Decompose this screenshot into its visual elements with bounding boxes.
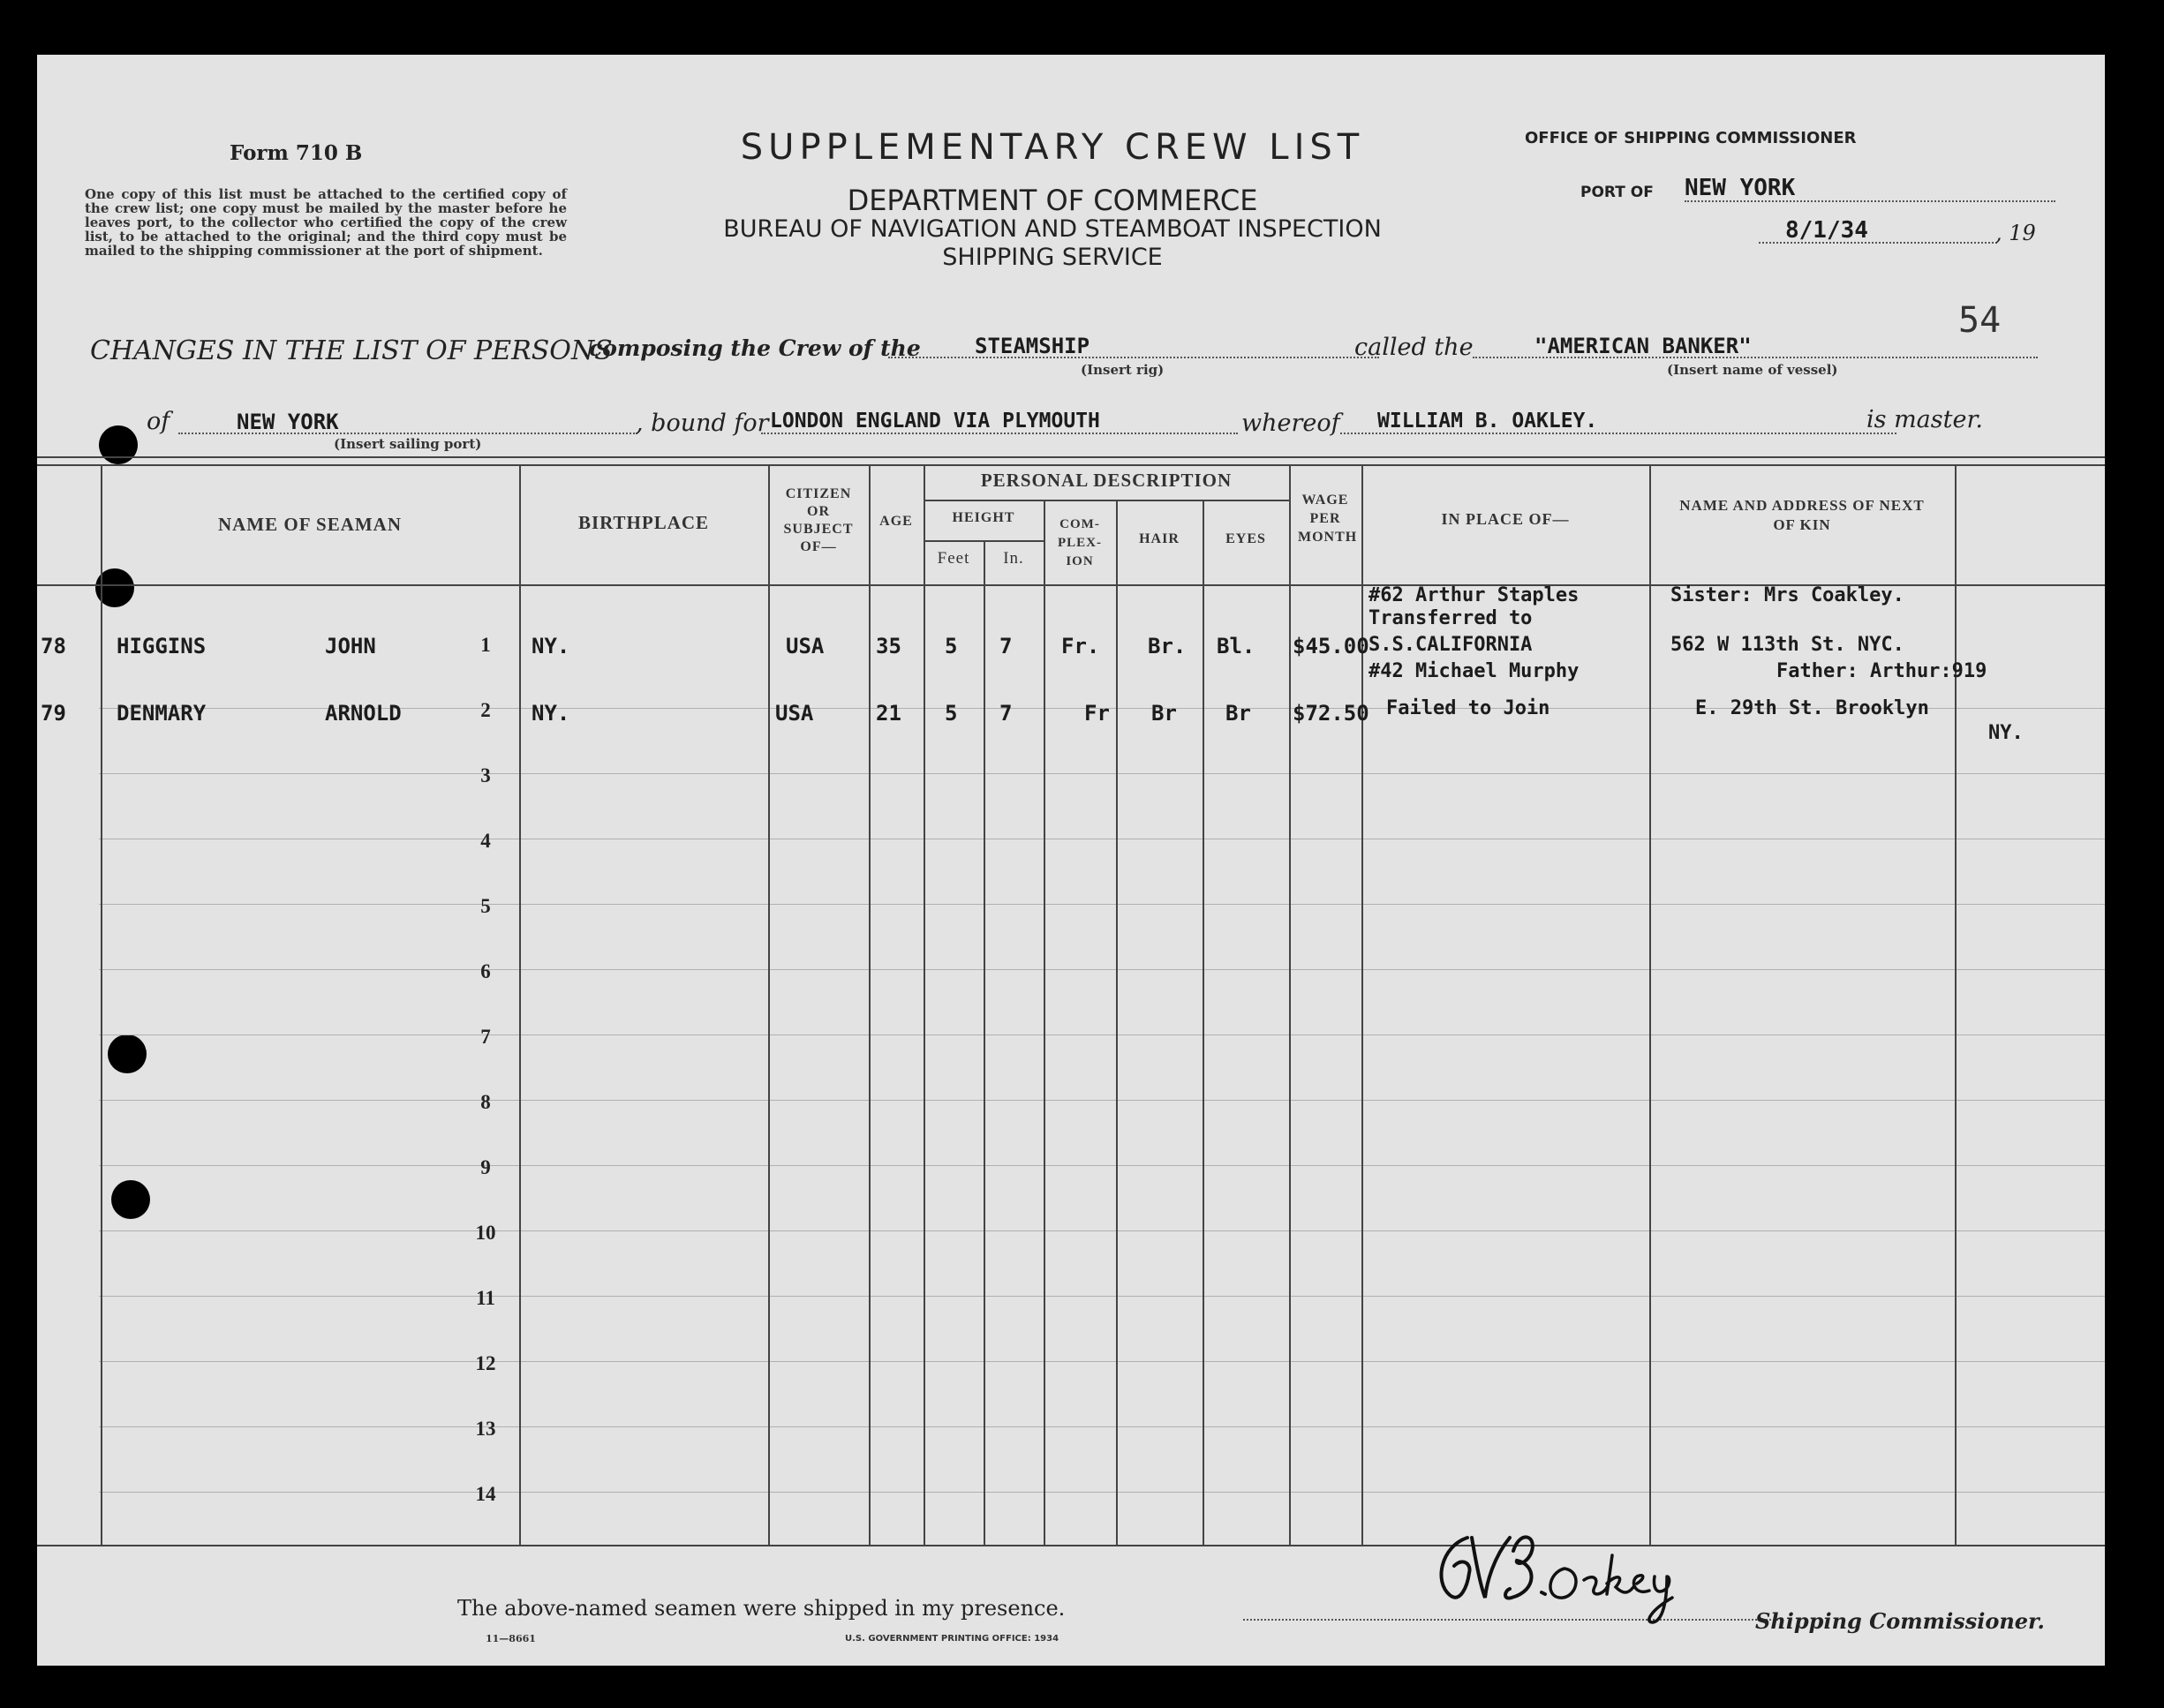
header-inches: In. xyxy=(1003,549,1024,568)
in-place-of-line: Failed to Join xyxy=(1386,697,1550,719)
port-label: PORT OF xyxy=(1580,184,1654,201)
destination-value: LONDON ENGLAND VIA PLYMOUTH xyxy=(770,410,1100,433)
crew-number: 79 xyxy=(41,701,66,726)
age-cell: 21 xyxy=(876,701,901,726)
document-title: SUPPLEMENTARY CREW LIST xyxy=(740,127,1365,168)
vessel-value: "AMERICAN BANKER" xyxy=(1534,334,1752,358)
seaman-given-name: JOHN xyxy=(325,634,376,658)
next-of-kin-line: Sister: Mrs Coakley. xyxy=(1670,584,1904,606)
called-the-label: called the xyxy=(1354,334,1474,361)
year-suffix: , 19 xyxy=(1995,221,2036,245)
row-number: 8 xyxy=(480,1091,491,1113)
of-label: of xyxy=(147,408,170,435)
birthplace-cell: NY. xyxy=(532,634,570,658)
header-feet: Feet xyxy=(937,549,970,568)
row-number: 5 xyxy=(480,895,491,917)
header-citizen: CITIZEN OR SUBJECT OF— xyxy=(783,486,854,554)
office-label: OFFICE OF SHIPPING COMMISSIONER xyxy=(1525,129,1857,147)
row-number: 13 xyxy=(475,1418,496,1440)
age-cell: 35 xyxy=(876,634,901,658)
hair-cell: Br. xyxy=(1148,634,1187,658)
is-master-label: is master. xyxy=(1866,406,1983,433)
presence-statement: The above-named seamen were shipped in my presence. xyxy=(457,1596,1066,1621)
crew-list-document xyxy=(37,55,2105,1666)
row-number: 1 xyxy=(480,634,491,656)
bound-for-label: , bound for xyxy=(636,410,769,437)
birthplace-cell: NY. xyxy=(532,701,570,726)
row-number: 2 xyxy=(480,699,491,721)
eyes-cell: Br xyxy=(1225,701,1251,726)
in-place-of-line: S.S.CALIFORNIA xyxy=(1369,634,1533,656)
feet-cell: 5 xyxy=(945,701,958,726)
row-number: 10 xyxy=(475,1222,496,1244)
row-number: 4 xyxy=(480,830,491,852)
rig-value: STEAMSHIP xyxy=(975,334,1090,358)
row-number: 11 xyxy=(476,1287,495,1309)
form-instructions: One copy of this list must be attached to the certified copy of the crew list; one copy must be mailed by the master before he leaves port, to the collector who certified the copy of the crew list, to be attached to the original; and the third copy must be mailed to the shipping commissioner at the port of shipment. xyxy=(85,186,567,259)
composing-label: composing the Crew of the xyxy=(589,335,921,361)
header-hair: HAIR xyxy=(1139,531,1180,546)
seaman-given-name: ARNOLD xyxy=(325,701,402,726)
signer-title: Shipping Commissioner. xyxy=(1755,1608,2045,1634)
hair-cell: Br xyxy=(1151,701,1177,726)
header-complexion: COM- PLEX- ION xyxy=(1058,517,1102,568)
inches-cell: 7 xyxy=(999,701,1013,726)
wage-cell: $45.00 xyxy=(1293,634,1369,658)
rig-caption: (Insert rig) xyxy=(1081,362,1165,378)
row-number: 6 xyxy=(480,960,491,982)
complexion-cell: Fr. xyxy=(1061,634,1100,658)
feet-cell: 5 xyxy=(945,634,958,658)
department-name: DEPARTMENT OF COMMERCE xyxy=(847,184,1258,217)
header-in-place-of: IN PLACE OF— xyxy=(1441,510,1570,528)
seaman-surname: DENMARY xyxy=(117,701,207,726)
next-of-kin-line: 562 W 113th St. NYC. xyxy=(1670,634,1904,656)
in-place-of-line: Transferred to xyxy=(1369,607,1533,629)
punch-hole xyxy=(99,425,138,464)
form-code: 11—8661 xyxy=(486,1633,536,1644)
row-number: 9 xyxy=(480,1156,491,1178)
row-number: 3 xyxy=(480,764,491,786)
service-name: SHIPPING SERVICE xyxy=(942,244,1163,271)
changes-intro: CHANGES IN THE LIST OF PERSONS xyxy=(90,335,613,366)
port-value: NEW YORK xyxy=(1685,175,1796,201)
inches-cell: 7 xyxy=(999,634,1013,658)
header-birthplace: BIRTHPLACE xyxy=(577,512,710,533)
signature xyxy=(1432,1502,1785,1635)
bureau-name: BUREAU OF NAVIGATION AND STEAMBOAT INSPECTION xyxy=(723,215,1382,243)
whereof-label: whereof xyxy=(1241,410,1340,437)
sailing-port-caption: (Insert sailing port) xyxy=(334,436,482,452)
complexion-cell: Fr xyxy=(1084,701,1110,726)
form-number: Form 710 B xyxy=(230,141,363,165)
next-of-kin-line: Father: Arthur:919 xyxy=(1776,660,1987,682)
date-value: 8/1/34 xyxy=(1785,217,1868,244)
header-age: AGE xyxy=(879,514,913,529)
in-place-of-line: #62 Arthur Staples xyxy=(1369,584,1580,606)
punch-hole xyxy=(108,1035,147,1073)
eyes-cell: Bl. xyxy=(1217,634,1255,658)
seaman-surname: HIGGINS xyxy=(117,634,207,658)
header-wage: WAGE PER MONTH xyxy=(1298,493,1358,545)
row-number: 14 xyxy=(475,1483,496,1505)
header-height: HEIGHT xyxy=(952,510,1015,525)
in-place-of-line: #42 Michael Murphy xyxy=(1369,660,1580,682)
citizen-cell: USA xyxy=(775,701,814,726)
header-eyes: EYES xyxy=(1225,531,1266,546)
wage-cell: $72.50 xyxy=(1293,701,1369,726)
punch-hole xyxy=(111,1180,150,1219)
sailing-port-value: NEW YORK xyxy=(237,410,339,434)
next-of-kin-line: NY. xyxy=(1988,722,2024,744)
crew-number: 78 xyxy=(41,634,66,658)
master-value: WILLIAM B. OAKLEY. xyxy=(1377,410,1598,433)
vessel-caption: (Insert name of vessel) xyxy=(1667,362,1838,378)
header-name-of-seaman: NAME OF SEAMAN xyxy=(217,514,403,535)
row-number: 12 xyxy=(475,1352,496,1374)
header-personal-description: PERSONAL DESCRIPTION xyxy=(980,470,1233,491)
header-next-of-kin: NAME AND ADDRESS OF NEXT OF KIN xyxy=(1679,497,1925,533)
printer-credit: U.S. GOVERNMENT PRINTING OFFICE: 1934 xyxy=(845,1634,1059,1644)
row-number: 7 xyxy=(480,1026,491,1048)
page-number: 54 xyxy=(1958,300,2002,341)
next-of-kin-line: E. 29th St. Brooklyn xyxy=(1695,697,1929,719)
citizen-cell: USA xyxy=(786,634,825,658)
